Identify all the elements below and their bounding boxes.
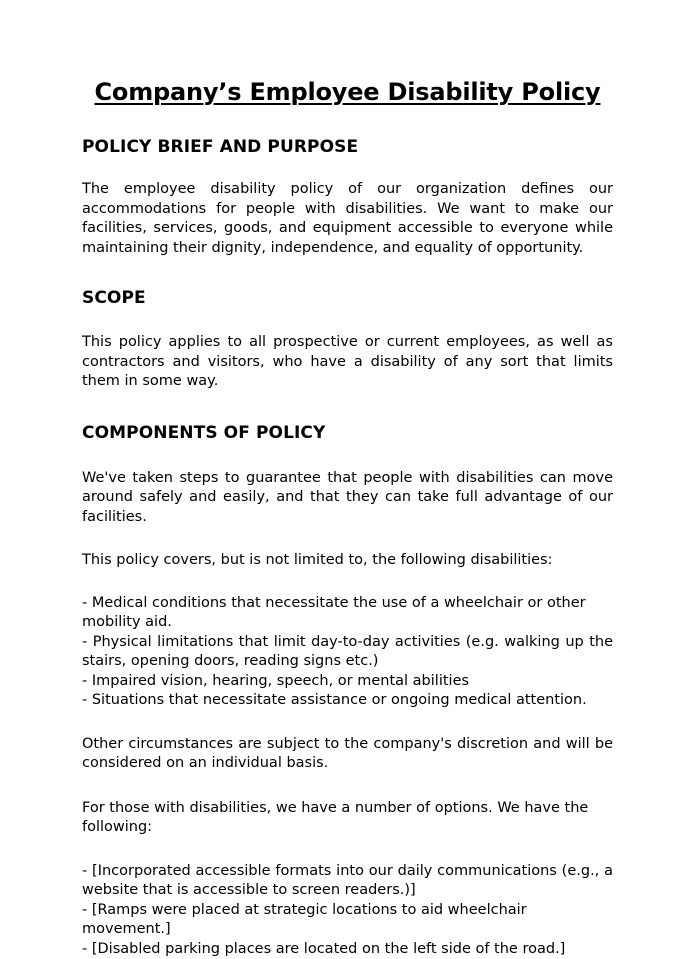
paragraph-scope: This policy applies to all prospective or current employees, as well as contractors and visitors, who have a disability of any sort that limits them in some way. xyxy=(82,308,613,392)
paragraph-other-circumstances: Other circumstances are subject to the company's discretion and will be considered on an individual basis. xyxy=(82,711,613,774)
paragraph-policy-brief: The employee disability policy of our organization defines our accommodations for people with disabilities. We want to make our facilities, services, goods, and equipment accessible to everyone while maintaining their dignity, independence, and equality of opportunity. xyxy=(82,157,613,258)
document-body xyxy=(82,0,613,959)
section-heading-components-of-policy: COMPONENTS OF POLICY xyxy=(82,392,613,443)
list-item: - Medical conditions that necessitate the use of a wheelchair or other mobility aid. xyxy=(82,594,613,633)
document-title xyxy=(82,0,613,106)
paragraph-options-intro: For those with disabilities, we have a number of options. We have the following: xyxy=(82,774,613,838)
list-item: - Situations that necessitate assistance or ongoing medical attention. xyxy=(82,691,613,711)
paragraph-components-intro: We've taken steps to guarantee that people with disabilities can move around safely and easily, and that they can take full advantage of our facilities. xyxy=(82,443,613,528)
disability-list xyxy=(82,571,613,711)
list-item: - [Ramps were placed at strategic locations to aid wheelchair movement.] xyxy=(82,901,613,940)
list-item: - Physical limitations that limit day-to-day activities (e.g. walking up the stairs, opening doors, reading signs etc.) xyxy=(82,633,613,672)
options-list xyxy=(82,838,613,959)
list-item: - [Disabled parking places are located on the left side of the road.] xyxy=(82,940,613,959)
paragraph-policy-covers: This policy covers, but is not limited to, the following disabilities: xyxy=(82,527,613,571)
list-item: - [Incorporated accessible formats into our daily communications (e.g., a website that is accessible to screen readers.)] xyxy=(82,862,613,901)
list-item: - Impaired vision, hearing, speech, or mental abilities xyxy=(82,672,613,692)
document-title-text: Company’s Employee Disability Policy xyxy=(95,78,601,106)
section-heading-scope: SCOPE xyxy=(82,258,613,308)
section-heading-policy-brief-and-purpose: POLICY BRIEF AND PURPOSE xyxy=(82,106,613,157)
